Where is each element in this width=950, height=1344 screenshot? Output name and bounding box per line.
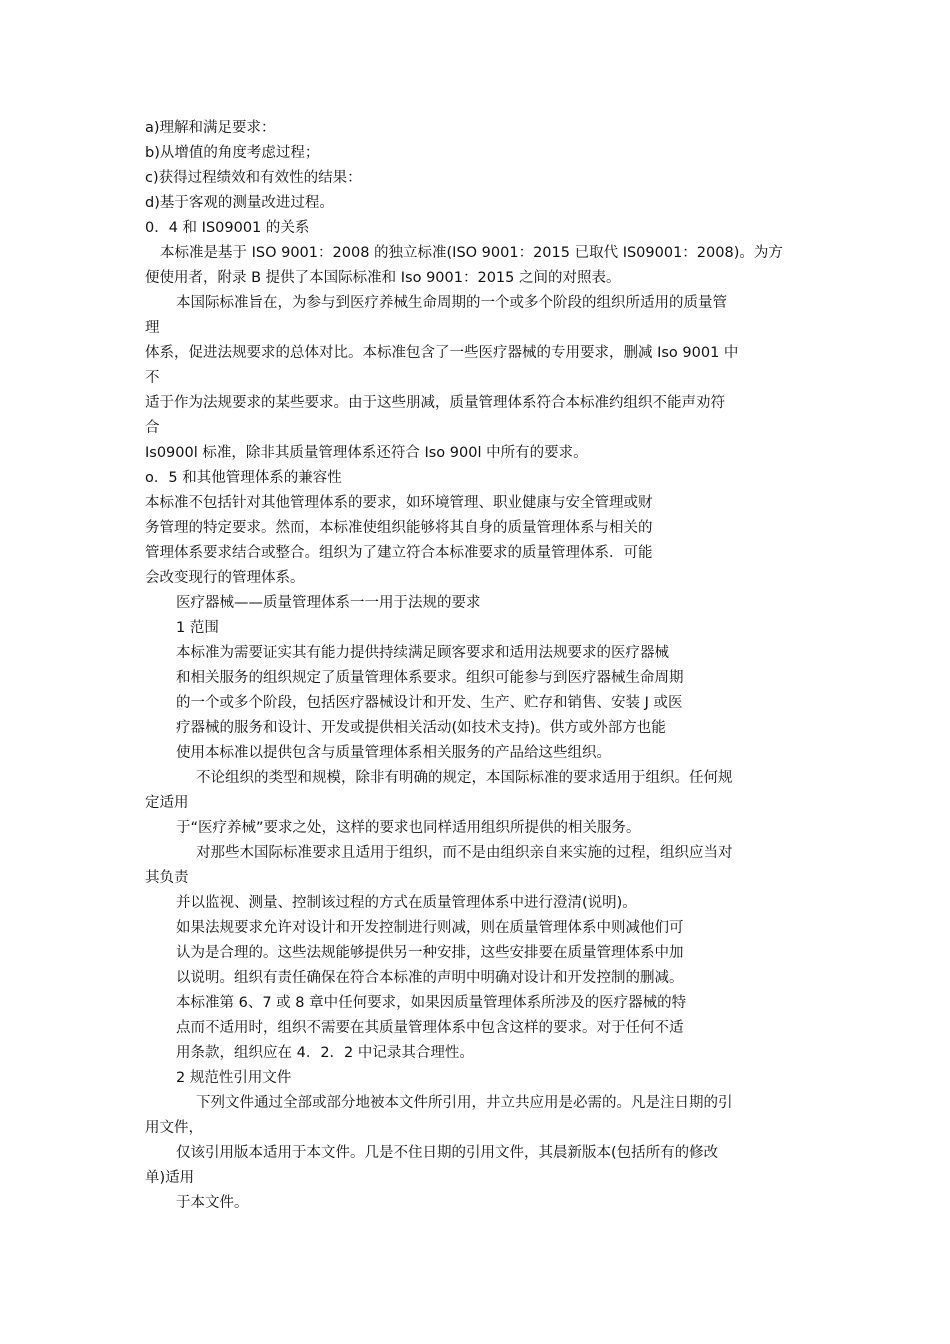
section-heading-1: 1 范围 xyxy=(176,620,219,636)
list-item-c: c)获得过程绩效和有效性的结果： xyxy=(145,170,362,186)
list-item-d: d)基于客观的测量改进过程。 xyxy=(145,195,334,211)
paragraph-line: 本标准第 6、7 或 8 章中任何要求，如果因质量管理体系所涉及的医疗器械的特 xyxy=(176,995,687,1011)
paragraph-line: 和相关服务的组织规定了质量管理体系要求。组织可能参与到医疗器械生命周期 xyxy=(176,670,684,686)
paragraph-line: 便使用者，附录 B 提供了本国际标准和 Iso 9001：2015 之间的对照表。 xyxy=(145,270,621,286)
paragraph-line: 本标准是基于 ISO 9001：2008 的独立标准(ISO 9001：2015 已取代 IS09001：2008)。为方 xyxy=(160,245,783,261)
paragraph-line: Is0900l 标准，除非其质量管理体系还符合 Iso 900l 中所有的要求。 xyxy=(145,445,588,461)
section-heading-0-4: 0．4 和 IS09001 的关系 xyxy=(145,220,310,236)
paragraph-line: 本标准不包括针对其他管理体系的要求，如环境管理、职业健康与安全管理或财 xyxy=(145,495,653,511)
section-heading-2: 2 规范性引用文件 xyxy=(176,1070,292,1086)
paragraph-line: 不 xyxy=(145,370,160,386)
paragraph-line: 下列文件通过全部或部分地被本文件所引用，井立共应用是必需的。凡是注日期的引 xyxy=(196,1095,733,1111)
paragraph-line: 体系，促进法规要求的总体对比。本标准包含了一些医疗器械的专用要求，删减 Iso 9001 中 xyxy=(145,345,739,361)
paragraph-line: 适于作为法规要求的某些要求。由于这些朋减，质量管理体系符合本标准约组织不能声劝符 xyxy=(145,395,725,411)
paragraph-line: 用条款，组织应在 4．2．2 中记录其合理性。 xyxy=(176,1045,474,1061)
document-title: 医疗器械——质量管理体系一一用于法规的要求 xyxy=(176,595,481,611)
paragraph-line: 点而不适用时，组织不需要在其质量管理体系中包含这样的要求。对于任何不适 xyxy=(176,1020,684,1036)
paragraph-line: 疗器械的服务和设计、开发或提供相关活动(如技术支持)。供方或外部方也能 xyxy=(176,720,666,736)
paragraph-line: 对那些木国际标准要求且适用于组织，而不是由组织亲自来实施的过程，组织应当对 xyxy=(196,845,733,861)
paragraph-line: 不论组织的类型和规模，除非有明确的规定，本国际标准的要求适用于组织。任何规 xyxy=(196,770,733,786)
paragraph-line: 认为是合理的。这些法规能够提供另一种安排，这些安排要在质量管理体系中加 xyxy=(176,945,684,961)
paragraph-line: 的一个或多个阶段，包括医疗器械设计和开发、生产、贮存和销售、安装 J 或医 xyxy=(176,695,683,711)
paragraph-line: 于“医疗养械”要求之处，这样的要求也同样适用组织所提供的相关服务。 xyxy=(176,820,641,836)
paragraph-line: 理 xyxy=(145,320,160,336)
paragraph-line: 其负责 xyxy=(145,870,189,886)
paragraph-line: 用文件， xyxy=(145,1120,203,1136)
list-item-a: a)理解和满足要求： xyxy=(145,120,276,136)
paragraph-line: 本标准为需要证实其有能力提供持续满足顾客要求和适用法规要求的医疗器械 xyxy=(176,645,669,661)
section-heading-0-5: o．5 和其他管理体系的兼容性 xyxy=(145,470,342,486)
paragraph-line: 单)适用 xyxy=(145,1170,195,1186)
paragraph-line: 会改变现行的管理体系。 xyxy=(145,570,305,586)
list-item-b: b)从增值的角度考虑过程； xyxy=(145,145,320,161)
paragraph-line: 以说明。组织有责任确保在符合本标准的声明中明确对设计和开发控制的删减。 xyxy=(176,970,684,986)
paragraph-line: 合 xyxy=(145,420,160,436)
paragraph-line: 本国际标准旨在，为参与到医疗养械生命周期的一个或多个阶段的组织所适用的质量管 xyxy=(176,295,727,311)
paragraph-line: 并以监视、测量、控制该过程的方式在质量管理体系中进行澄清(说明)。 xyxy=(176,895,637,911)
paragraph-line: 管理体系要求结合或整合。组织为了建立符合本标准要求的质量管理体系．可能 xyxy=(145,545,653,561)
paragraph-line: 使用本标准以提供包含与质量管理体系相关服务的产品给这些组织。 xyxy=(176,745,611,761)
paragraph-line: 于本文件。 xyxy=(176,1195,249,1211)
paragraph-line: 务管理的特定要求。然而，本标准使组织能够将其自身的质量管理体系与相关的 xyxy=(145,520,653,536)
paragraph-line: 定适用 xyxy=(145,795,189,811)
paragraph-line: 如果法规要求允许对设计和开发控制进行则减，则在质量管理体系中则减他们可 xyxy=(176,920,684,936)
paragraph-line: 仅该引用版本适用于本文件。几是不住日期的引用文件，其晨新版本(包括所有的修改 xyxy=(176,1145,719,1161)
